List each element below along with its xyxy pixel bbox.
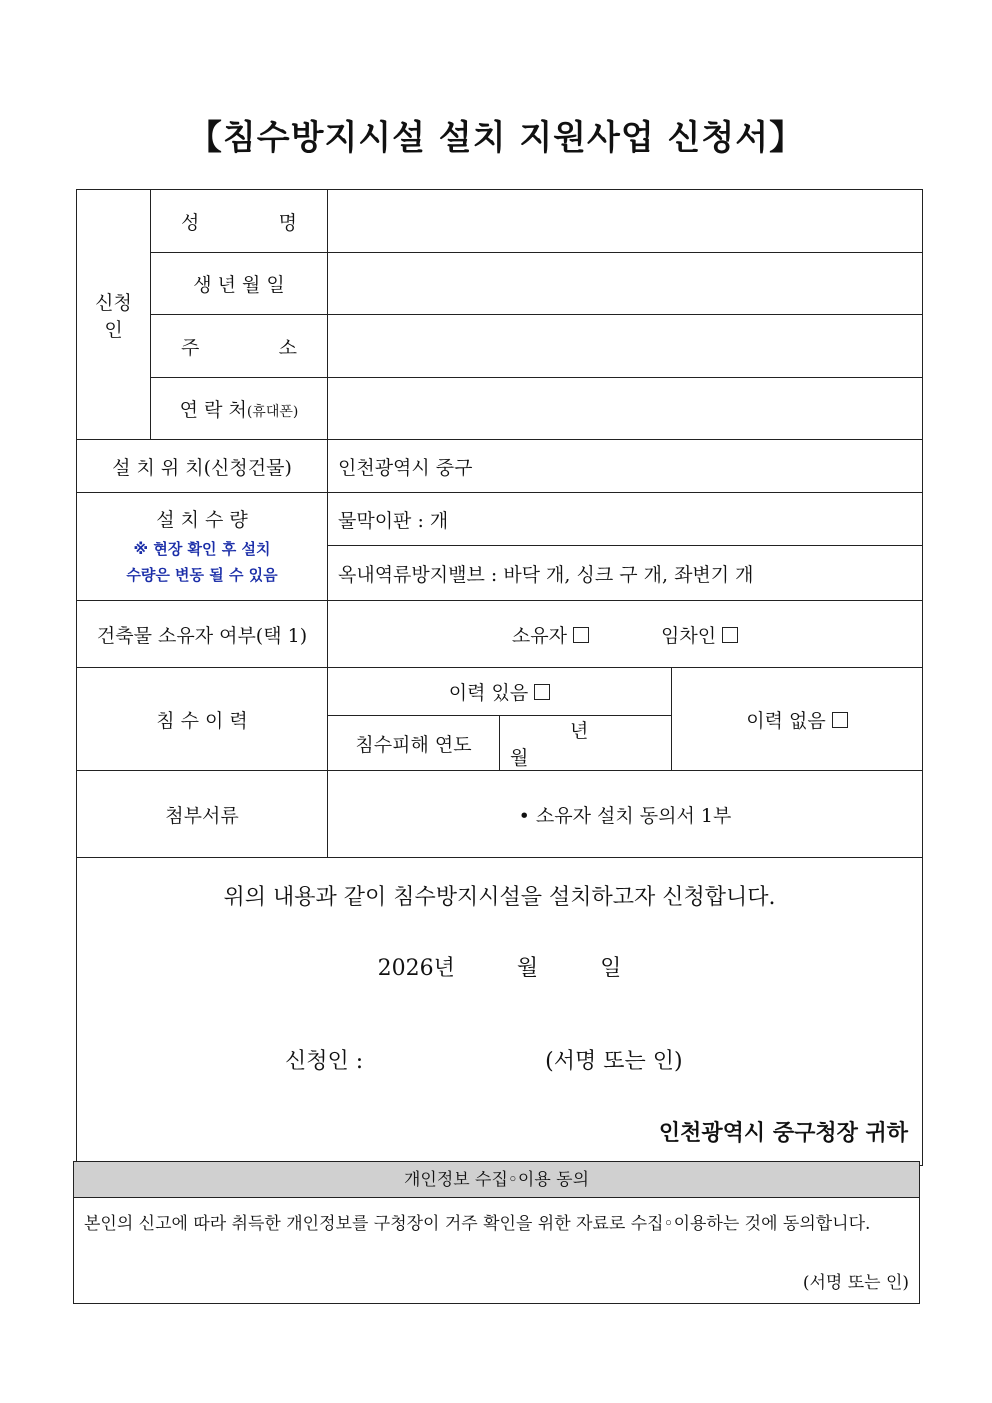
name-field[interactable] <box>328 190 923 253</box>
owner-checkbox[interactable] <box>573 627 589 643</box>
backflow-valve-quantity-field[interactable]: 옥내역류방지밸브 : 바닥 개, 싱크 구 개, 좌변기 개 <box>328 546 923 601</box>
birthdate-field[interactable] <box>328 253 923 315</box>
install-location-field[interactable]: 인천광역시 중구 <box>328 440 923 493</box>
flood-history-label: 침 수 이 력 <box>77 668 328 771</box>
flood-barrier-quantity-field[interactable]: 물막이판 : 개 <box>328 493 923 546</box>
consent-body: 본인의 신고에 따라 취득한 개인정보를 구청장이 거주 확인을 위한 자료로 수집◦이용하는 것에 동의합니다. <box>84 1214 871 1234</box>
birthdate-label: 생 년 월 일 <box>151 253 328 315</box>
address-field[interactable] <box>328 315 923 378</box>
flood-history-no: 이력 없음 <box>672 668 923 771</box>
tenant-checkbox[interactable] <box>722 627 738 643</box>
declaration-text: 위의 내용과 같이 침수방지시설을 설치하고자 신청합니다. <box>223 885 776 910</box>
application-date[interactable]: 2026년 월 일 <box>377 956 622 981</box>
application-form-table <box>76 189 923 1166</box>
page-title: 【침수방지시설 설치 지원사업 신청서】 <box>187 118 805 158</box>
contact-label: 연 락 처(휴대폰) <box>151 378 328 440</box>
applicant-section-label: 신청인 <box>77 190 151 440</box>
history-no-checkbox[interactable] <box>832 712 848 728</box>
privacy-consent-box <box>73 1161 920 1304</box>
ownership-options: 소유자 임차인 <box>328 601 923 668</box>
consent-signature[interactable]: (서명 또는 인) <box>802 1273 909 1293</box>
address-label: 주 소 <box>151 315 328 378</box>
flood-history-yes: 이력 있음 <box>328 668 672 716</box>
install-location-label: 설 치 위 치(신청건물) <box>77 440 328 493</box>
flood-year-field[interactable]: 년월 <box>500 716 672 771</box>
name-label: 성 명 <box>151 190 328 253</box>
attachments-label: 첨부서류 <box>77 771 328 858</box>
consent-header: 개인정보 수집◦이용 동의 <box>74 1162 919 1198</box>
flood-year-label: 침수피해 연도 <box>328 716 500 771</box>
quantity-note: 수량은 변동 될 수 있음 <box>126 566 278 584</box>
quantity-note: ※ 현장 확인 후 설치 <box>133 540 271 558</box>
attachments-item: • 소유자 설치 동의서 1부 <box>328 771 923 858</box>
applicant-signature-line[interactable]: 신청인 : (서명 또는 인) <box>285 1049 683 1074</box>
history-yes-checkbox[interactable] <box>534 684 550 700</box>
ownership-label: 건축물 소유자 여부(택 1) <box>77 601 328 668</box>
contact-field[interactable] <box>328 378 923 440</box>
recipient: 인천광역시 중구청장 귀하 <box>658 1120 908 1146</box>
declaration-section <box>77 858 923 1166</box>
install-quantity-label: 설 치 수 량 ※ 현장 확인 후 설치 수량은 변동 될 수 있음 <box>77 493 328 601</box>
